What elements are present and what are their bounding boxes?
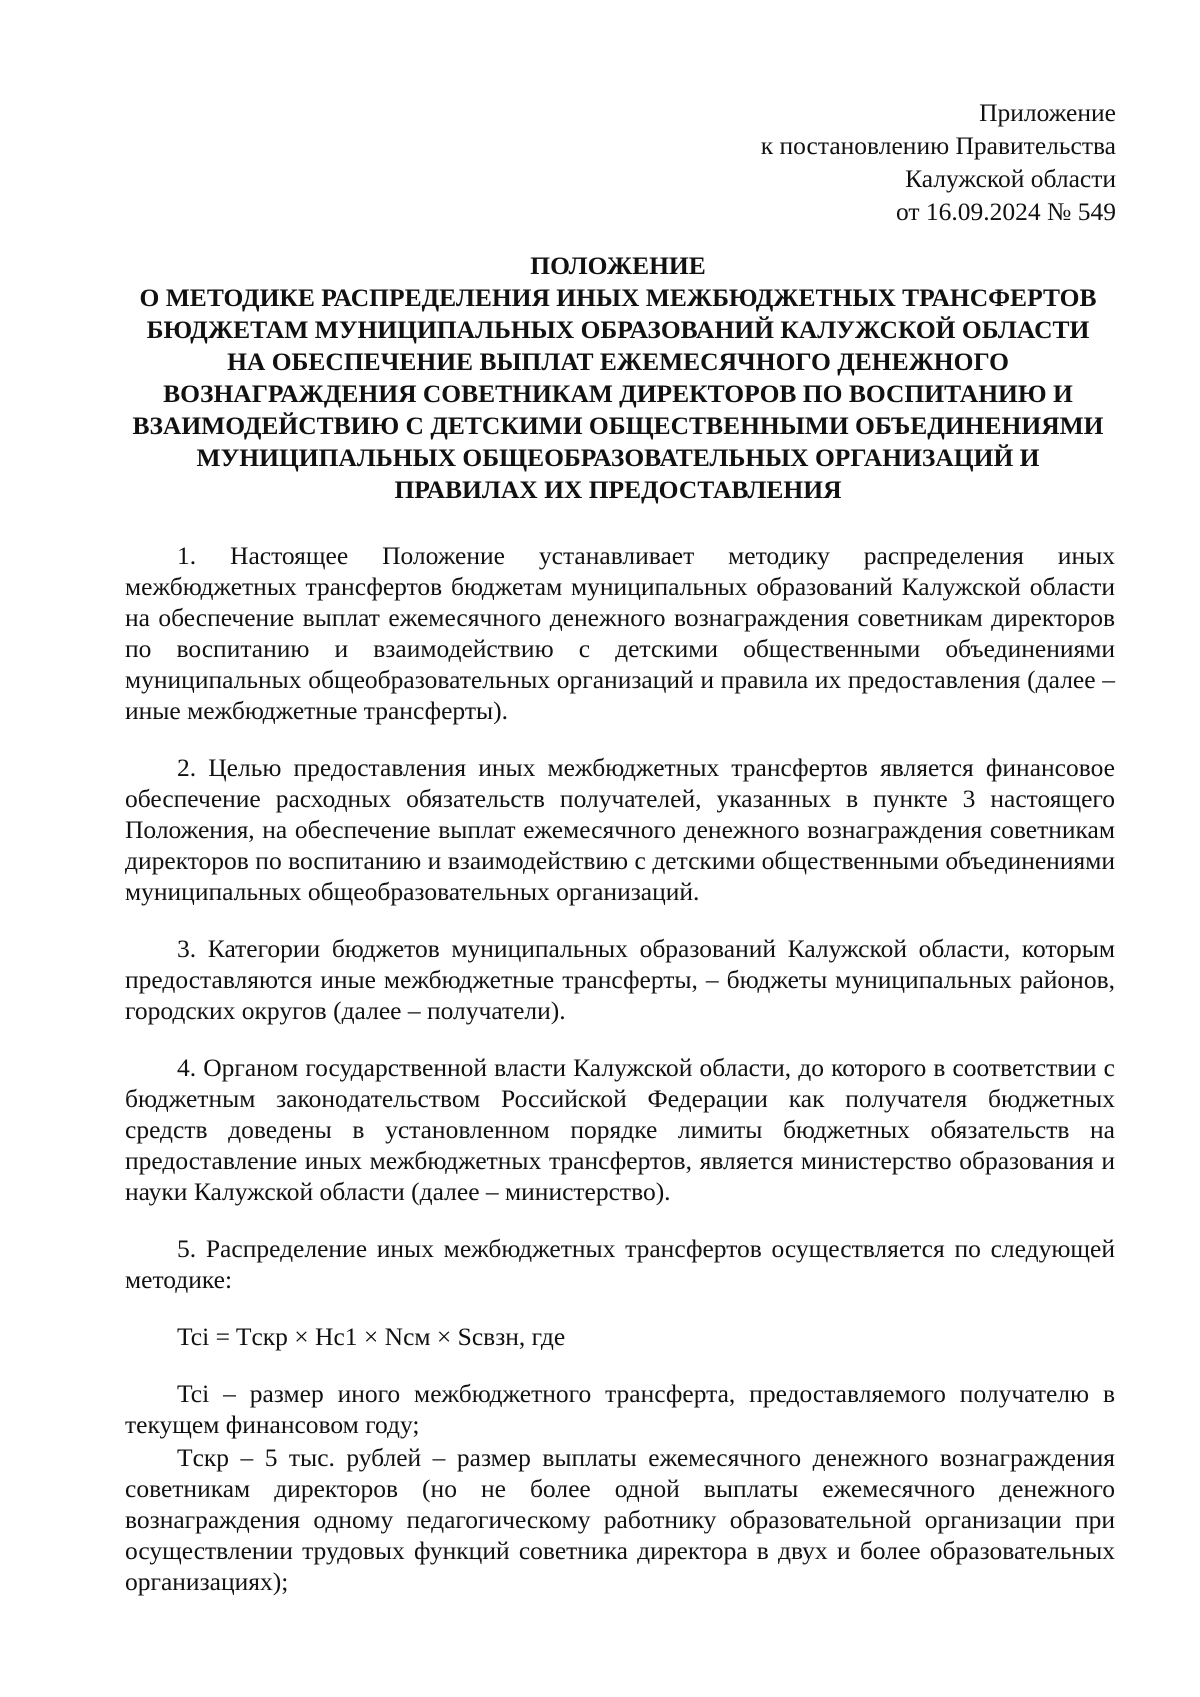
title-line: БЮДЖЕТАМ МУНИЦИПАЛЬНЫХ ОБРАЗОВАНИЙ КАЛУЖСКОЙ ОБЛАСТИ <box>146 315 1090 344</box>
definition-tskr: Tскр – 5 тыс. рублей – размер выплаты ежемесячного денежного вознаграждения советникам директоров (но не более одной выплаты ежемесячного денежного вознаграждения одному педагогическому работнику образовательной организации при осуществлении трудовых функций советника директора в двух и более образовательных организациях); <box>125 1443 1115 1596</box>
appendix-date-number: от 16.09.2024 № 549 <box>895 197 1116 226</box>
title-line: ПРАВИЛАХ ИХ ПРЕДОСТАВЛЕНИЯ <box>394 475 842 504</box>
paragraph-1: 1. Настоящее Положение устанавливает методику распределения иных межбюджетных трансфертов бюджетам муниципальных образований Калужской области на обеспечение выплат ежемесячного денежного вознаграждения советникам директоров по воспитанию и взаимодействию с детскими общественными объединениями муниципальных общеобразовательных организаций и правила их предоставления (далее – иные межбюджетные трансферты). <box>125 541 1115 725</box>
appendix-region: Калужской области <box>905 164 1116 193</box>
title-line: ВОЗНАГРАЖДЕНИЯ СОВЕТНИКАМ ДИРЕКТОРОВ ПО ВОСПИТАНИЮ И <box>163 379 1073 408</box>
appendix-header <box>761 96 1116 228</box>
title-line: ВЗАИМОДЕЙСТВИЮ С ДЕТСКИМИ ОБЩЕСТВЕННЫМИ ОБЪЕДИНЕНИЯМИ <box>132 411 1104 440</box>
appendix-label: Приложение <box>979 98 1116 127</box>
document-title <box>110 250 1126 506</box>
paragraph-4: 4. Органом государственной власти Калужской области, до которого в соответствии с бюджетным законодательством Российской Федерации как получателя бюджетных средств доведены в установленном порядке лимиты бюджетных обязательств на предоставление иных межбюджетных трансфертов, является министерство образования и науки Калужской области (далее – министерство). <box>125 1053 1115 1206</box>
paragraph-5: 5. Распределение иных межбюджетных трансфертов осуществляется по следующей методике: <box>125 1234 1115 1294</box>
formula: Tci = Tскр × Hc1 × Nсм × Sсвзн, где <box>177 1322 566 1351</box>
title-line: О МЕТОДИКЕ РАСПРЕДЕЛЕНИЯ ИНЫХ МЕЖБЮДЖЕТНЫХ ТРАНСФЕРТОВ <box>139 283 1097 312</box>
title-line: НА ОБЕСПЕЧЕНИЕ ВЫПЛАТ ЕЖЕМЕСЯЧНОГО ДЕНЕЖНОГО <box>227 347 1009 376</box>
title-line: МУНИЦИПАЛЬНЫХ ОБЩЕОБРАЗОВАТЕЛЬНЫХ ОРГАНИЗАЦИЙ И <box>196 443 1040 472</box>
document-body <box>125 540 1115 1597</box>
appendix-resolution: к постановлению Правительства <box>760 131 1116 160</box>
title-line: ПОЛОЖЕНИЕ <box>530 251 706 280</box>
paragraph-2: 2. Целью предоставления иных межбюджетных трансфертов является финансовое обеспечение расходных обязательств получателей, указанных в пункте 3 настоящего Положения, на обеспечение выплат ежемесячного денежного вознаграждения советникам директоров по воспитанию и взаимодействию с детскими общественными объединениями муниципальных общеобразовательных организаций. <box>125 753 1115 906</box>
paragraph-3: 3. Категории бюджетов муниципальных образований Калужской области, которым предоставляются иные межбюджетные трансферты, – бюджеты муниципальных районов, городских округов (далее – получатели). <box>125 934 1115 1025</box>
definition-tci: Tci – размер иного межбюджетного трансферта, предоставляемого получателю в текущем финансовом году; <box>125 1379 1115 1439</box>
